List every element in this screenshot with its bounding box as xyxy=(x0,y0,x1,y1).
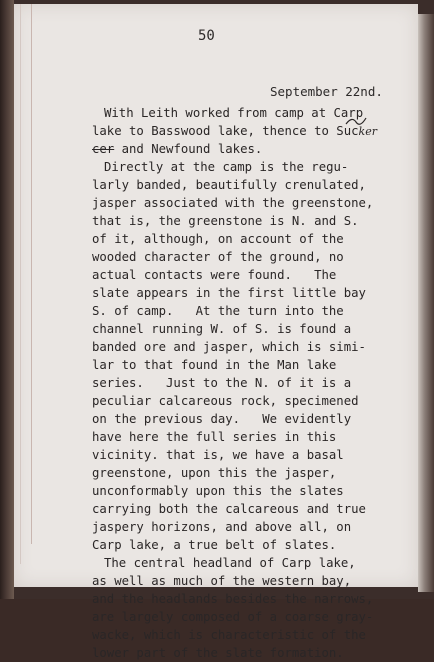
line-text: S. of camp. At the turn into the xyxy=(92,304,344,318)
line-text: have here the full series in this xyxy=(92,430,337,444)
text-line xyxy=(92,392,359,410)
text-line xyxy=(92,320,351,338)
text-line xyxy=(92,302,344,320)
gutter-line xyxy=(20,4,21,564)
line-text: actual contacts were found. The xyxy=(92,268,337,282)
line-text: wacke, which is characteristic of the xyxy=(92,628,366,642)
handwritten-insertion: ker xyxy=(358,125,377,138)
text-line xyxy=(92,608,373,626)
line-text: Directly at the camp is the regu- xyxy=(104,160,349,174)
text-line xyxy=(104,554,356,572)
line-text: larly banded, beautifully crenulated, xyxy=(92,178,366,192)
line-text: carrying both the calcareous and true xyxy=(92,502,366,516)
text-line xyxy=(92,572,351,590)
line-text: wooded character of the ground, no xyxy=(92,250,344,264)
text-line xyxy=(92,230,344,248)
line-text: and the headlands besides the narrows, xyxy=(92,592,374,606)
line-text: vicinity. that is, we have a basal xyxy=(92,448,344,462)
line-text: jaspery horizons, and above all, on xyxy=(92,520,352,534)
text-line xyxy=(92,536,336,554)
text-line xyxy=(92,464,336,482)
text-line xyxy=(104,158,348,176)
line-text: jasper associated with the greenstone, xyxy=(92,196,374,210)
line-text: series. Just to the N. of it is a xyxy=(92,376,352,390)
text-line xyxy=(104,104,363,122)
line-text: of it, although, on account of the xyxy=(92,232,344,246)
entry-date: September 22nd. xyxy=(270,84,383,99)
text-line xyxy=(92,590,373,608)
text-line xyxy=(92,374,351,392)
line-text: and Newfound lakes. xyxy=(114,142,263,156)
line-text: unconformably upon this the slates xyxy=(92,484,344,498)
line-text: as well as much of the western bay, xyxy=(92,574,352,588)
line-text: lar to that found in the Man lake xyxy=(92,358,337,372)
text-line xyxy=(92,248,344,266)
text-line xyxy=(92,446,344,464)
text-line xyxy=(92,266,336,284)
line-text: banded ore and jasper, which is simi- xyxy=(92,340,366,354)
insertion-caret-mark xyxy=(344,112,368,128)
text-line xyxy=(92,284,366,302)
text-line xyxy=(92,482,344,500)
struck-text: cer xyxy=(92,142,115,156)
text-line xyxy=(92,428,336,446)
text-line xyxy=(92,122,377,140)
page-stack-edge xyxy=(418,14,434,592)
text-line xyxy=(92,140,262,158)
line-text: channel running W. of S. is found a xyxy=(92,322,352,336)
line-text: peculiar calcareous rock, specimened xyxy=(92,394,359,408)
notebook-binding xyxy=(0,0,14,599)
ruled-margin-line xyxy=(31,4,32,544)
line-text: slate appears in the first little bay xyxy=(92,286,366,300)
line-text: With Leith worked from camp at Carp xyxy=(104,106,364,120)
page-number: 50 xyxy=(198,28,215,44)
line-text: The central headland of Carp lake, xyxy=(104,556,356,570)
line-text: that is, the greenstone is N. and S. xyxy=(92,214,359,228)
text-line xyxy=(92,410,351,428)
line-text: greenstone, upon this the jasper, xyxy=(92,466,337,480)
text-line xyxy=(92,194,373,212)
text-line xyxy=(92,176,366,194)
text-line xyxy=(92,644,344,662)
line-text: are largely composed of a coarse gray- xyxy=(92,610,374,624)
line-text: on the previous day. We evidently xyxy=(92,412,352,426)
line-text: Carp lake, a true belt of slates. xyxy=(92,538,337,552)
text-line xyxy=(92,338,366,356)
line-text: lower part of the slate formation. xyxy=(92,646,344,660)
line-text: lake to Basswood lake, thence to Suc xyxy=(92,124,359,138)
text-line xyxy=(92,500,366,518)
text-line xyxy=(92,518,351,536)
notebook-page xyxy=(14,4,418,660)
text-line xyxy=(92,626,366,644)
text-line xyxy=(92,212,359,230)
text-line xyxy=(92,356,336,374)
